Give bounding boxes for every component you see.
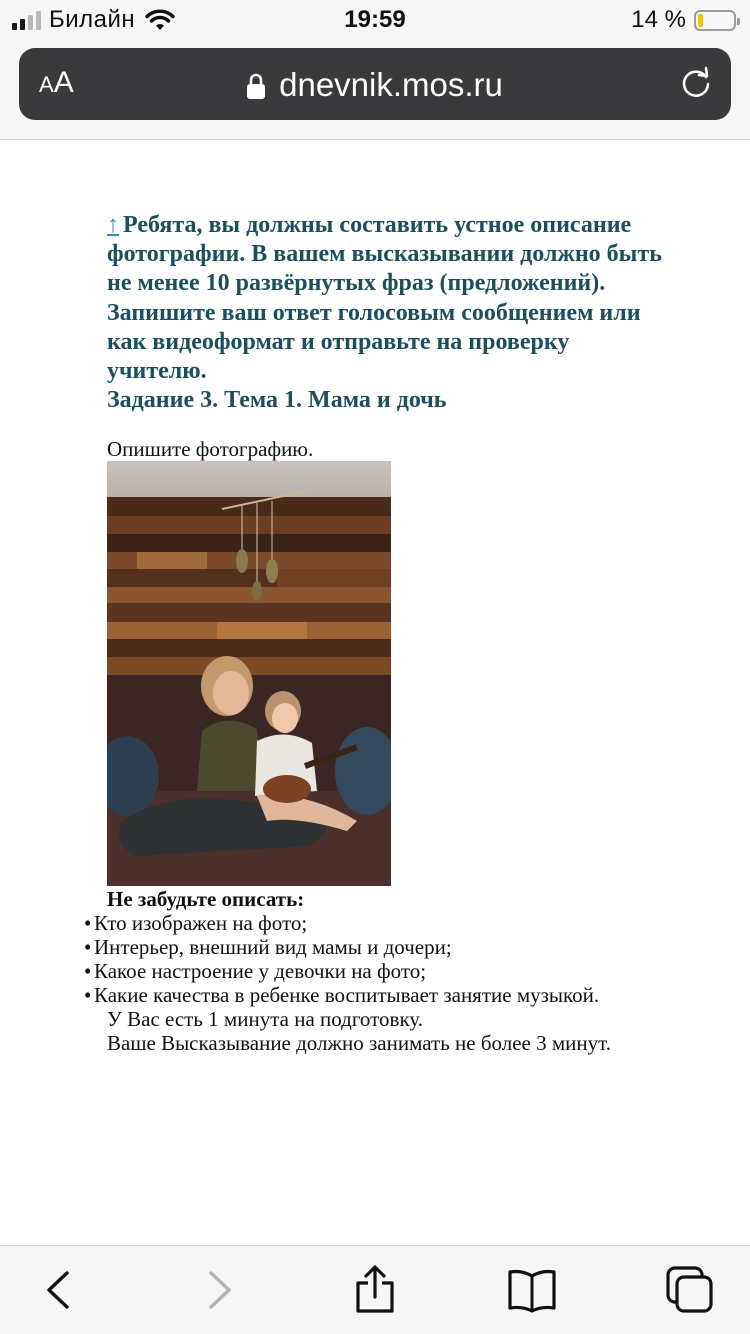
forward-arrow-icon[interactable] <box>193 1264 245 1316</box>
tabs-icon[interactable] <box>664 1264 716 1316</box>
browser-header <box>0 40 750 140</box>
reload-icon[interactable] <box>679 66 713 100</box>
lock-icon <box>247 73 265 99</box>
list-item: • Какое настроение у девочки на фото; <box>84 959 427 983</box>
list-item: • Какие качества в ребенке воспитывает занятие музыкой. <box>84 983 600 1007</box>
task-title: Задание 3. Тема 1. Мама и дочь <box>107 387 447 414</box>
anchor-link[interactable]: ↑ <box>107 212 119 238</box>
url-domain: dnevnik.mos.ru <box>279 66 503 103</box>
battery-percentage: 14 % <box>631 6 686 33</box>
task-line: ↑ Ребята, вы должны составить устное описание <box>107 212 632 238</box>
describe-prompt: Опишите фотографию. <box>107 437 314 461</box>
task-line: Запишите ваш ответ голосовым сообщением или <box>107 299 641 326</box>
clock: 19:59 <box>344 6 406 33</box>
bookmarks-icon[interactable] <box>506 1264 558 1316</box>
browser-toolbar <box>0 1245 750 1334</box>
mother-daughter-photo <box>107 461 391 886</box>
status-right <box>631 6 736 34</box>
prep-time-note: У Вас есть 1 минута на подготовку. <box>107 1007 424 1031</box>
page-content <box>0 141 750 1245</box>
task-line: не менее 10 развёрнутых фраз (предложений). <box>107 270 606 297</box>
status-bar <box>0 0 750 40</box>
battery-icon <box>694 10 736 31</box>
url-display[interactable] <box>19 66 731 104</box>
share-icon[interactable] <box>349 1264 401 1316</box>
back-arrow-icon[interactable] <box>33 1264 85 1316</box>
address-bar[interactable] <box>19 48 731 120</box>
checklist <box>84 911 599 1007</box>
task-line: учителю. <box>107 358 207 385</box>
task-line: как видеоформат и отправьте на проверку <box>107 328 570 355</box>
checklist-heading: Не забудьте описать: <box>107 887 305 911</box>
task-instructions <box>107 211 717 415</box>
battery-level-fill <box>698 14 703 27</box>
task-line: фотографии. В вашем высказывании должно быть <box>107 241 662 268</box>
text-size-button[interactable]: AA <box>39 66 74 99</box>
list-item: • Кто изображен на фото; <box>84 911 308 935</box>
duration-note: Ваше Высказывание должно занимать не более 3 минут. <box>107 1031 611 1055</box>
carrier-name: Билайн <box>49 6 136 33</box>
list-item: • Интерьер, внешний вид мамы и дочери; <box>84 935 452 959</box>
